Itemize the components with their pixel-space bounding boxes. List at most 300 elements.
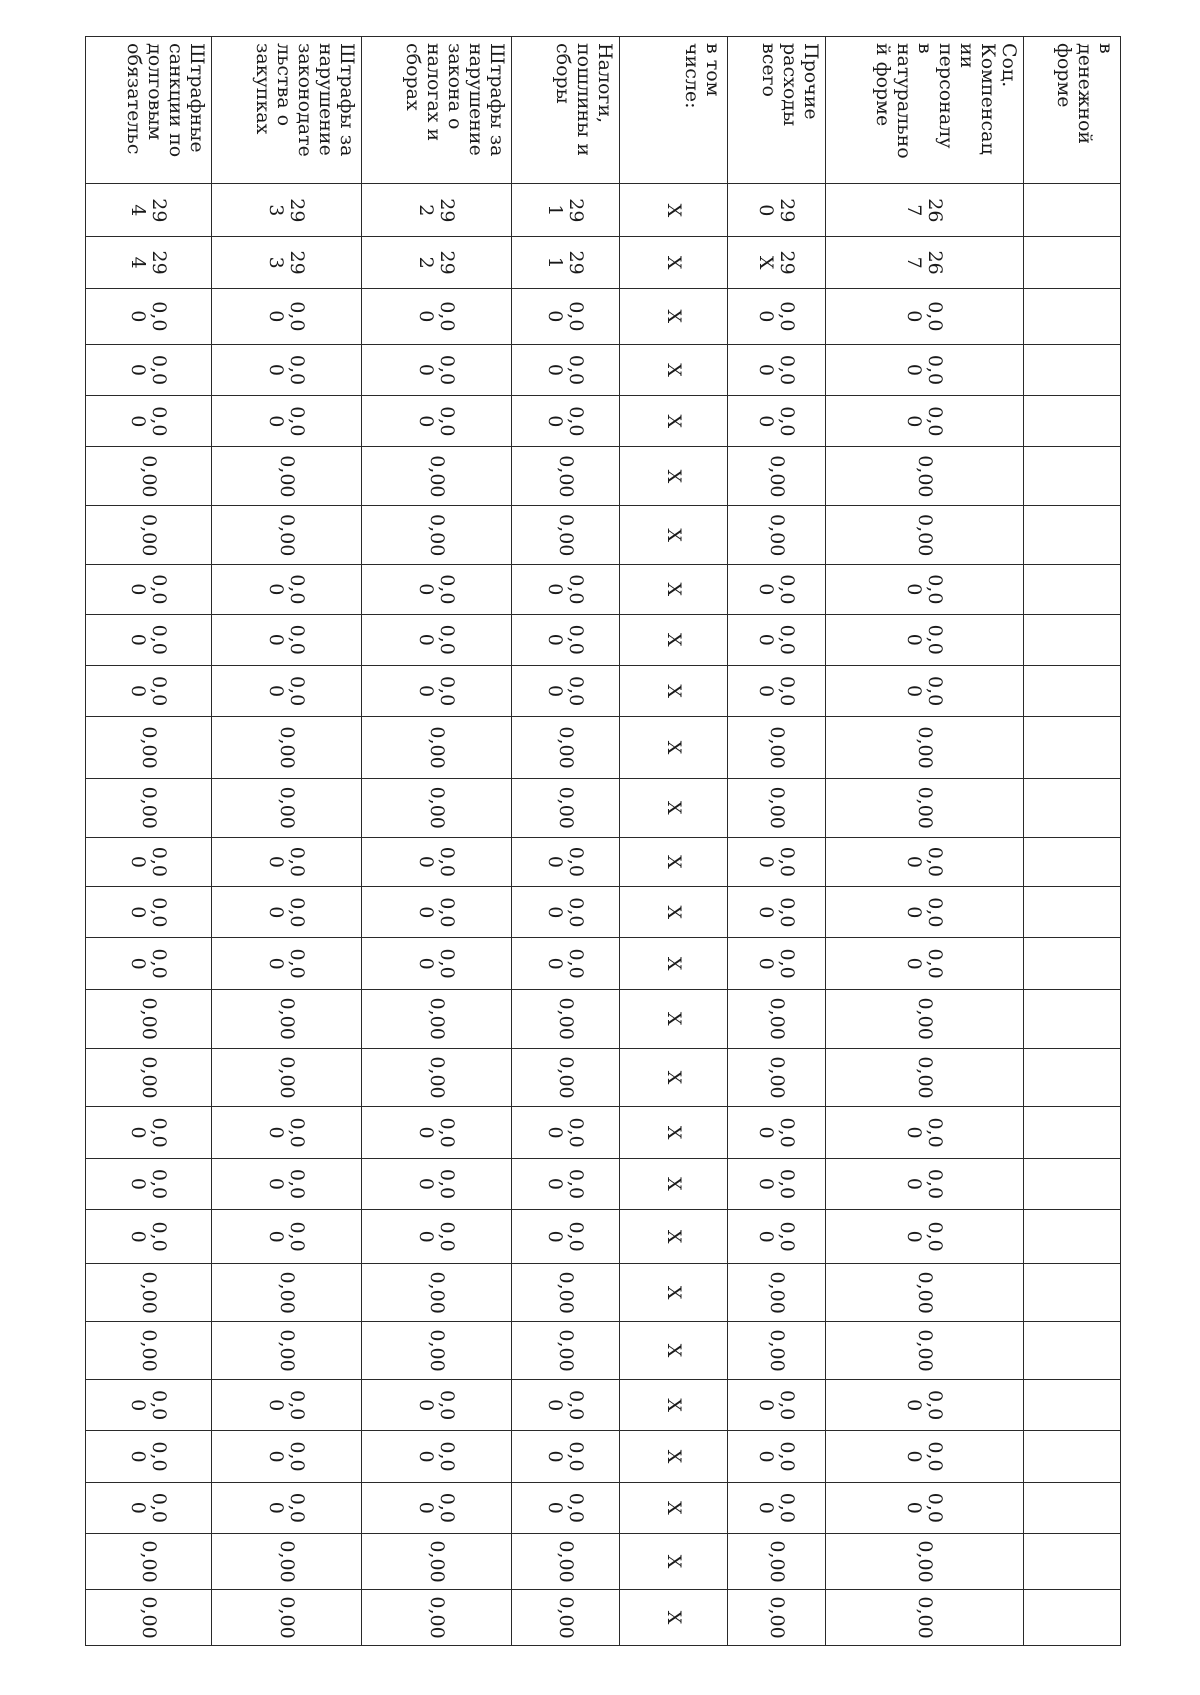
row-label-line: льства о (273, 43, 295, 127)
table-row (511, 36, 619, 1646)
table-cell (620, 1210, 727, 1264)
cell-value: 0 (265, 1126, 288, 1139)
cell-value: 0,00 (276, 455, 298, 498)
row-label-line: Компенсац (977, 43, 999, 155)
table-cell (86, 1264, 211, 1322)
cell-value: 0,0 (148, 1390, 171, 1421)
cell-value: 0 (127, 685, 150, 698)
cell-value: 0,00 (426, 726, 448, 769)
row-label-line: долговым (144, 43, 166, 141)
cell-value: 0,0 (148, 1168, 171, 1200)
row-label-line: закупках (252, 43, 274, 135)
table-cell (728, 717, 825, 779)
cell-value: 0,00 (276, 786, 298, 829)
cell-value: 0 (265, 957, 288, 970)
table-cell (826, 990, 1023, 1049)
cell-value: 0,00 (426, 514, 448, 557)
cell-value: 0,0 (436, 897, 459, 928)
cell-value: 0,0 (148, 574, 171, 605)
table-cell (362, 1431, 511, 1482)
cell-value: 0,00 (138, 1271, 160, 1314)
row-label-line: сборах (402, 43, 424, 111)
cell-value: 0 (127, 310, 150, 323)
table-cell (826, 1431, 1023, 1482)
cell-value: 0 (903, 1177, 926, 1190)
row-label-line: налогах и (423, 43, 445, 142)
table-cell (86, 237, 211, 288)
cell-value: 0 (415, 363, 438, 377)
table-cell (620, 289, 727, 345)
table-cell (86, 717, 211, 779)
table-cell (212, 1590, 361, 1646)
table-cell (212, 1483, 361, 1534)
table-cell (212, 666, 361, 717)
table-cell (826, 237, 1023, 288)
cell-value: 0,0 (924, 354, 947, 386)
cell-value: 0,0 (436, 675, 459, 707)
cell-value: 0,00 (276, 997, 298, 1040)
cell-value: 0 (903, 363, 926, 377)
cell-value: 0,0 (436, 406, 459, 437)
cell-value: X (663, 1177, 685, 1191)
table-cell (728, 506, 825, 565)
table-cell (620, 447, 727, 506)
cell-value: 0,0 (286, 301, 309, 332)
cell-value: 0,00 (555, 1329, 577, 1372)
table-cell (212, 1380, 361, 1431)
cell-value: 0,0 (436, 1441, 459, 1472)
table-row (361, 36, 511, 1646)
row-label (1024, 36, 1120, 184)
cell-value: 0,00 (766, 1540, 788, 1583)
table-cell (362, 396, 511, 447)
table-cell (212, 506, 361, 565)
table-cell (512, 779, 619, 838)
table-cell (826, 1264, 1023, 1322)
cell-value: 29 (776, 198, 799, 223)
table-cell (512, 1534, 619, 1590)
cell-value: 0,0 (148, 1221, 171, 1252)
table-cell (86, 779, 211, 838)
table-cell (86, 565, 211, 614)
table-cell (212, 1431, 361, 1482)
table-cell (728, 1264, 825, 1322)
table-cell (212, 938, 361, 989)
table-cell (620, 938, 727, 989)
table-cell (1024, 1380, 1120, 1431)
cell-value: X (663, 1343, 685, 1358)
cell-value: 0,0 (924, 846, 947, 877)
cell-value: 0 (415, 633, 438, 646)
table-cell (512, 565, 619, 614)
cell-value: 0,0 (924, 574, 947, 605)
table-cell (362, 1322, 511, 1380)
table-cell (1024, 938, 1120, 989)
table-cell (86, 1534, 211, 1590)
table-cell (512, 1264, 619, 1322)
cell-value: X (663, 1398, 685, 1412)
cell-value: 0,0 (776, 948, 799, 979)
cell-value: 0,0 (286, 1492, 309, 1523)
table-cell (86, 990, 211, 1049)
table-cell (512, 1210, 619, 1264)
table-cell (1024, 1322, 1120, 1380)
cell-value: 0,0 (436, 574, 459, 605)
table-cell (826, 506, 1023, 565)
cell-value: 0 (415, 1230, 438, 1243)
table-cell (728, 838, 825, 887)
cell-value: 0,0 (565, 1390, 588, 1421)
table-cell (512, 1159, 619, 1210)
table-cell (1024, 1534, 1120, 1590)
cell-value: 0,0 (776, 1168, 799, 1200)
table-cell (620, 1431, 727, 1482)
cell-value: X (663, 684, 685, 698)
cell-value: 0,0 (286, 1390, 309, 1421)
cell-value: X (663, 632, 685, 647)
cell-value: 0,0 (924, 1390, 947, 1421)
table-cell (826, 289, 1023, 345)
cell-value: 0,0 (565, 624, 588, 655)
table-cell (212, 1322, 361, 1380)
table-cell (620, 1380, 727, 1431)
cell-value: 0,00 (914, 786, 936, 829)
cell-value: 0,0 (436, 846, 459, 877)
cell-value: 0 (265, 906, 288, 919)
table-cell (86, 506, 211, 565)
table-cell (620, 1049, 727, 1108)
cell-value: 0,0 (436, 1390, 459, 1421)
table-cell (212, 1049, 361, 1108)
cell-value: 0,00 (555, 726, 577, 769)
cell-value: 0 (415, 906, 438, 919)
table-row (825, 36, 1023, 1646)
cell-value: 0 (903, 906, 926, 919)
cell-value: 0,0 (565, 1492, 588, 1523)
table-cell (86, 938, 211, 989)
table-cell (620, 990, 727, 1049)
cell-value: 0 (127, 906, 150, 919)
table-cell (1024, 1159, 1120, 1210)
cell-value: 0 (265, 415, 288, 428)
cell-value: 0 (903, 1450, 926, 1463)
cell-value: 0,0 (924, 624, 947, 655)
cell-value: 1 (544, 204, 567, 217)
cell-value: 0,0 (776, 1390, 799, 1421)
table-cell (86, 447, 211, 506)
table-cell (212, 184, 361, 237)
cell-value: 2 (415, 204, 438, 217)
table-cell (212, 396, 361, 447)
table-cell (1024, 838, 1120, 887)
table-cell (86, 1107, 211, 1158)
table-cell (1024, 289, 1120, 345)
table-cell (512, 447, 619, 506)
table-cell (1024, 1049, 1120, 1108)
row-label-line: ии (956, 43, 978, 69)
cell-value: 29 (436, 198, 459, 223)
cell-value: X (663, 740, 685, 755)
cell-value: 0 (903, 310, 926, 323)
cell-value: X (663, 1285, 685, 1300)
table-cell (1024, 1590, 1120, 1646)
cell-value: 0 (127, 1399, 150, 1412)
table-row (727, 36, 825, 1646)
cell-value: X (663, 469, 685, 484)
table-cell (728, 1049, 825, 1108)
cell-value: 0 (544, 685, 567, 698)
row-label-line: в (914, 43, 936, 54)
table-cell (826, 779, 1023, 838)
cell-value: 0,00 (555, 1056, 577, 1099)
cell-value: 0 (755, 1177, 778, 1190)
table-cell (826, 1159, 1023, 1210)
table-cell (86, 1590, 211, 1646)
cell-value: X (663, 1610, 685, 1625)
table-cell (212, 447, 361, 506)
table-cell (86, 1210, 211, 1264)
row-label-line: Прочие (800, 43, 822, 120)
table-cell (620, 1483, 727, 1534)
table-cell (512, 615, 619, 666)
cell-value: 0,00 (426, 455, 448, 498)
cell-value: X (663, 1070, 685, 1085)
table-cell (1024, 615, 1120, 666)
cell-value: 0,00 (766, 1271, 788, 1314)
cell-value: 0 (415, 1177, 438, 1190)
cell-value: 0,0 (776, 301, 799, 332)
cell-value: 0 (903, 1399, 926, 1412)
cell-value: 0 (265, 1450, 288, 1463)
table-cell (826, 1049, 1023, 1108)
cell-value: 0,0 (924, 948, 947, 979)
cell-value: 3 (265, 204, 288, 217)
cell-value: 0 (755, 363, 778, 377)
cell-value: 29 (148, 250, 171, 275)
cell-value: 0,0 (148, 846, 171, 877)
table-cell (212, 838, 361, 887)
cell-value: 0 (755, 1501, 778, 1514)
table-cell (86, 838, 211, 887)
cell-value: 0 (127, 1501, 150, 1514)
table-cell (362, 666, 511, 717)
row-label (620, 36, 727, 184)
cell-value: 0 (265, 1399, 288, 1412)
table-cell (728, 1210, 825, 1264)
table-cell (86, 184, 211, 237)
cell-value: 0,00 (276, 1271, 298, 1314)
table-cell (1024, 779, 1120, 838)
table-cell (1024, 1431, 1120, 1482)
cell-value: X (663, 309, 685, 324)
cell-value: X (663, 1501, 685, 1515)
table-cell (728, 779, 825, 838)
row-label-line: закона о (444, 43, 466, 130)
row-label (826, 36, 1023, 184)
cell-value: 0,00 (276, 726, 298, 769)
cell-value: 0,0 (436, 1492, 459, 1523)
cell-value: 0 (127, 855, 150, 868)
table-cell (826, 447, 1023, 506)
cell-value: 0 (755, 415, 778, 428)
cell-value: 0 (127, 1126, 150, 1139)
cell-value: 0 (903, 1230, 926, 1243)
cell-value: 0,0 (148, 1492, 171, 1523)
cell-value: 0 (903, 583, 926, 596)
cell-value: 0,00 (914, 514, 936, 557)
table-cell (512, 1380, 619, 1431)
cell-value: 0,0 (148, 406, 171, 437)
cell-value: 0,00 (276, 1329, 298, 1372)
cell-value: 0,00 (426, 997, 448, 1040)
table-cell (620, 345, 727, 396)
table-cell (826, 1534, 1023, 1590)
cell-value: 0,0 (565, 1117, 588, 1148)
table-cell (1024, 237, 1120, 288)
table-cell (728, 666, 825, 717)
cell-value: 0,0 (148, 1441, 171, 1472)
cell-value: 0,0 (286, 675, 309, 707)
table-cell (1024, 345, 1120, 396)
cell-value: 0,00 (555, 786, 577, 829)
cell-value: 0,00 (766, 1056, 788, 1099)
row-label-line: Штрафы за (486, 43, 508, 157)
table-cell (728, 289, 825, 345)
row-label-line: всего (758, 43, 780, 97)
cell-value: 0,0 (776, 1441, 799, 1472)
cell-value: 0,0 (286, 624, 309, 655)
table-cell (512, 838, 619, 887)
row-label-line: Штрафные (186, 43, 208, 153)
cell-value: 0,0 (565, 1221, 588, 1252)
cell-value: 0,0 (565, 354, 588, 386)
table-cell (826, 838, 1023, 887)
table-cell (362, 289, 511, 345)
cell-value: 0,00 (555, 1271, 577, 1314)
table-cell (212, 1210, 361, 1264)
table-cell (1024, 184, 1120, 237)
table-cell (212, 717, 361, 779)
row-label-line: в (1095, 43, 1117, 54)
table-cell (86, 1431, 211, 1482)
table-cell (728, 990, 825, 1049)
table-cell (512, 184, 619, 237)
cell-value: 0,0 (148, 897, 171, 928)
row-label-line: нарушение (315, 43, 337, 156)
cell-value: 0,00 (276, 1540, 298, 1583)
table-row (211, 36, 361, 1646)
cell-value: 0,0 (565, 1168, 588, 1200)
cell-value: 0,0 (565, 846, 588, 877)
cell-value: 0 (415, 685, 438, 698)
cell-value: 2 (415, 256, 438, 269)
table-cell (362, 184, 511, 237)
cell-value: 0,00 (555, 514, 577, 557)
cell-value: 0 (755, 204, 778, 217)
cell-value: 0,0 (776, 846, 799, 877)
cell-value: 0,00 (138, 1596, 160, 1639)
table-cell (1024, 666, 1120, 717)
cell-value: 0 (415, 957, 438, 970)
cell-value: 0,0 (776, 1221, 799, 1252)
table-cell (362, 838, 511, 887)
cell-value: 0,00 (138, 514, 160, 557)
row-label (86, 36, 211, 184)
table-cell (362, 1049, 511, 1108)
cell-value: 0,0 (776, 897, 799, 928)
cell-value: 0 (127, 363, 150, 377)
table-cell (826, 1380, 1023, 1431)
table-cell (212, 887, 361, 938)
cell-value: 0 (544, 1399, 567, 1412)
table-cell (620, 1590, 727, 1646)
table-cell (728, 565, 825, 614)
cell-value: 0 (544, 906, 567, 919)
cell-value: 0,00 (914, 726, 936, 769)
table-cell (362, 1159, 511, 1210)
table-cell (728, 184, 825, 237)
table-cell (826, 1210, 1023, 1264)
row-label-line: й форме (872, 43, 894, 127)
table-cell (826, 717, 1023, 779)
table-cell (86, 396, 211, 447)
table-cell (826, 1483, 1023, 1534)
cell-value: 0,0 (286, 354, 309, 386)
table-cell (512, 887, 619, 938)
table-cell (1024, 990, 1120, 1049)
cell-value: 29 (436, 250, 459, 275)
table-cell (212, 1264, 361, 1322)
table-cell (826, 887, 1023, 938)
table-cell (728, 447, 825, 506)
table-cell (1024, 565, 1120, 614)
cell-value: 0 (903, 1126, 926, 1139)
table-cell (512, 506, 619, 565)
cell-value: X (663, 1449, 685, 1464)
table-cell (86, 615, 211, 666)
cell-value: 0,00 (914, 1271, 936, 1314)
cell-value: 0 (544, 310, 567, 323)
table-cell (728, 345, 825, 396)
cell-value: 0,0 (565, 1441, 588, 1472)
cell-value: 0,00 (555, 1596, 577, 1639)
table-cell (512, 345, 619, 396)
cell-value: X (663, 363, 685, 377)
table-cell (620, 396, 727, 447)
table-cell (362, 237, 511, 288)
cell-value: 0,0 (286, 406, 309, 437)
cell-value: 0,0 (286, 1168, 309, 1200)
cell-value: 0,0 (776, 1117, 799, 1148)
table-cell (728, 938, 825, 989)
table-cell (1024, 447, 1120, 506)
table-cell (86, 666, 211, 717)
table-cell (362, 1264, 511, 1322)
cell-value: 0,00 (766, 997, 788, 1040)
row-label-line: обязательс (123, 43, 145, 155)
cell-value: 0 (265, 685, 288, 698)
table-cell (86, 1380, 211, 1431)
table-cell (728, 1590, 825, 1646)
cell-value: 0,0 (436, 354, 459, 386)
table-cell (362, 1380, 511, 1431)
cell-value: 0,00 (914, 1596, 936, 1639)
table-cell (362, 717, 511, 779)
cell-value: 0,0 (565, 406, 588, 437)
cell-value: X (663, 800, 685, 815)
row-label (362, 36, 511, 184)
table-cell (362, 1590, 511, 1646)
